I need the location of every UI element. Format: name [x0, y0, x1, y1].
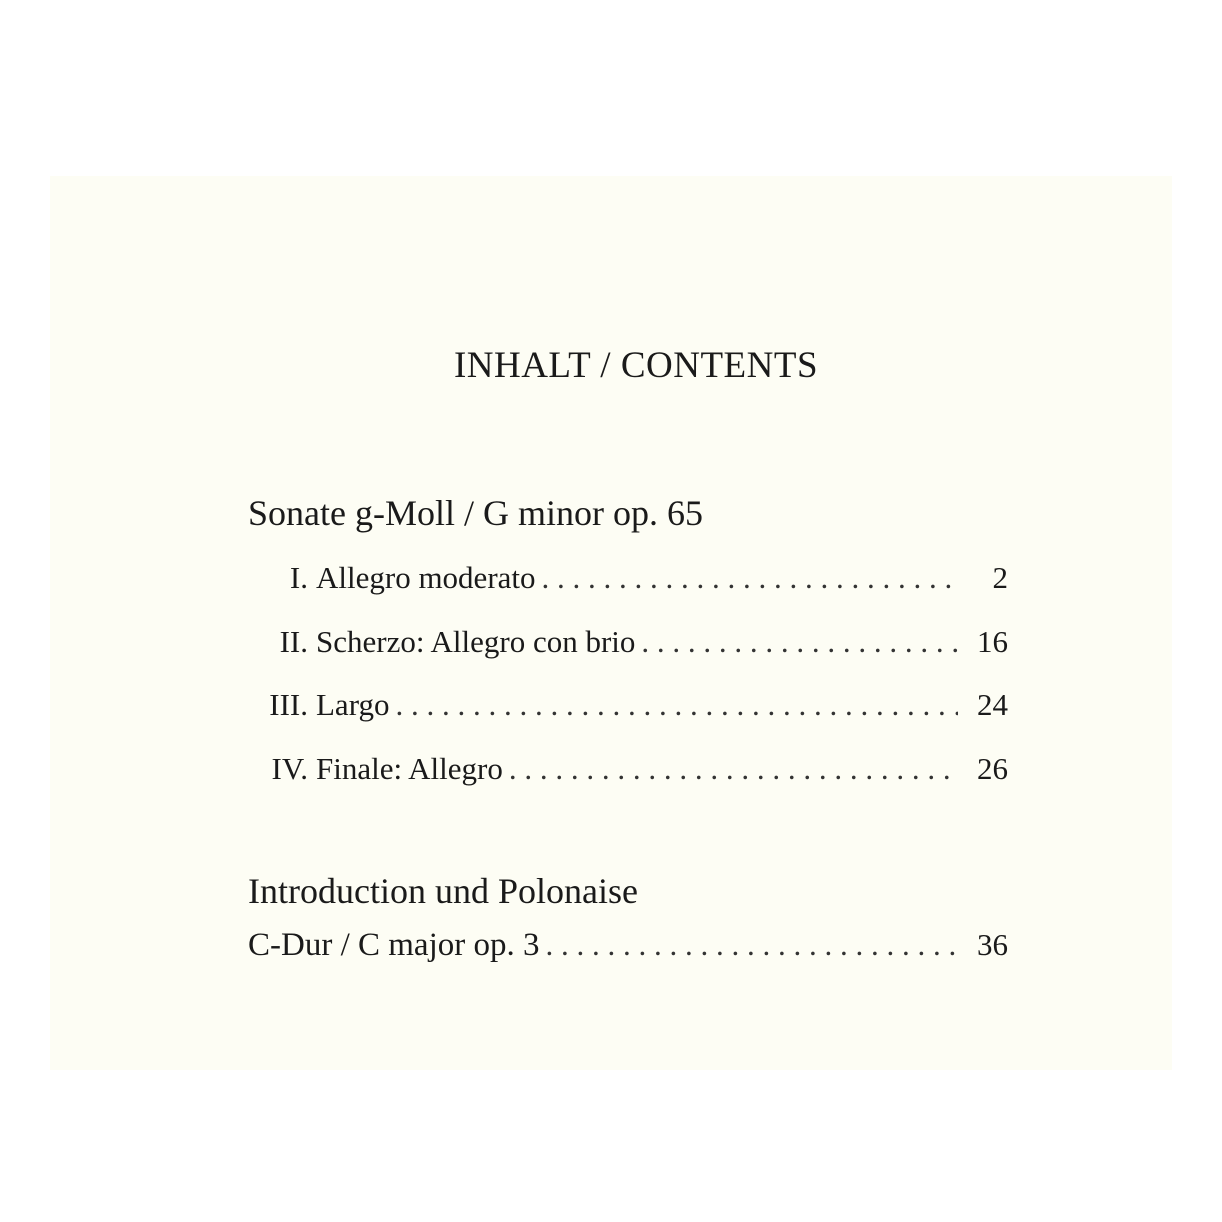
page-sheet — [50, 176, 1172, 1070]
toc-entry-largo — [248, 687, 1008, 731]
movement-number: IV. — [271, 751, 308, 786]
dot-leader — [395, 687, 958, 723]
toc-entry-polonaise — [248, 927, 1008, 971]
toc-entry-finale — [248, 751, 1008, 795]
dot-leader — [641, 624, 958, 660]
page-number: 26 — [977, 751, 1008, 786]
toc-entry-allegro-moderato — [248, 560, 1008, 604]
page-number: 16 — [977, 624, 1008, 659]
section-title-sonata: Sonate g-Moll / G minor op. 65 — [248, 493, 703, 533]
page-number: 24 — [977, 687, 1008, 722]
movement-title: Largo — [316, 687, 390, 722]
movement-title: Finale: Allegro — [316, 751, 503, 786]
toc-entry-scherzo — [248, 624, 1008, 668]
contents-heading: INHALT / CONTENTS — [453, 345, 819, 386]
work-subtitle: C-Dur / C major op. 3 — [248, 927, 540, 963]
movement-title: Scherzo: Allegro con brio — [316, 624, 636, 659]
section-title-polonaise: Introduction und Polonaise — [248, 871, 638, 911]
dot-leader — [542, 560, 958, 596]
page-number: 2 — [992, 560, 1008, 595]
dot-leader — [545, 927, 958, 963]
movement-number: III. — [269, 687, 308, 722]
movement-number: I. — [289, 560, 308, 595]
page-number: 36 — [977, 927, 1008, 962]
movement-number: II. — [279, 624, 308, 659]
movement-title: Allegro moderato — [316, 560, 536, 595]
dot-leader — [509, 751, 958, 787]
